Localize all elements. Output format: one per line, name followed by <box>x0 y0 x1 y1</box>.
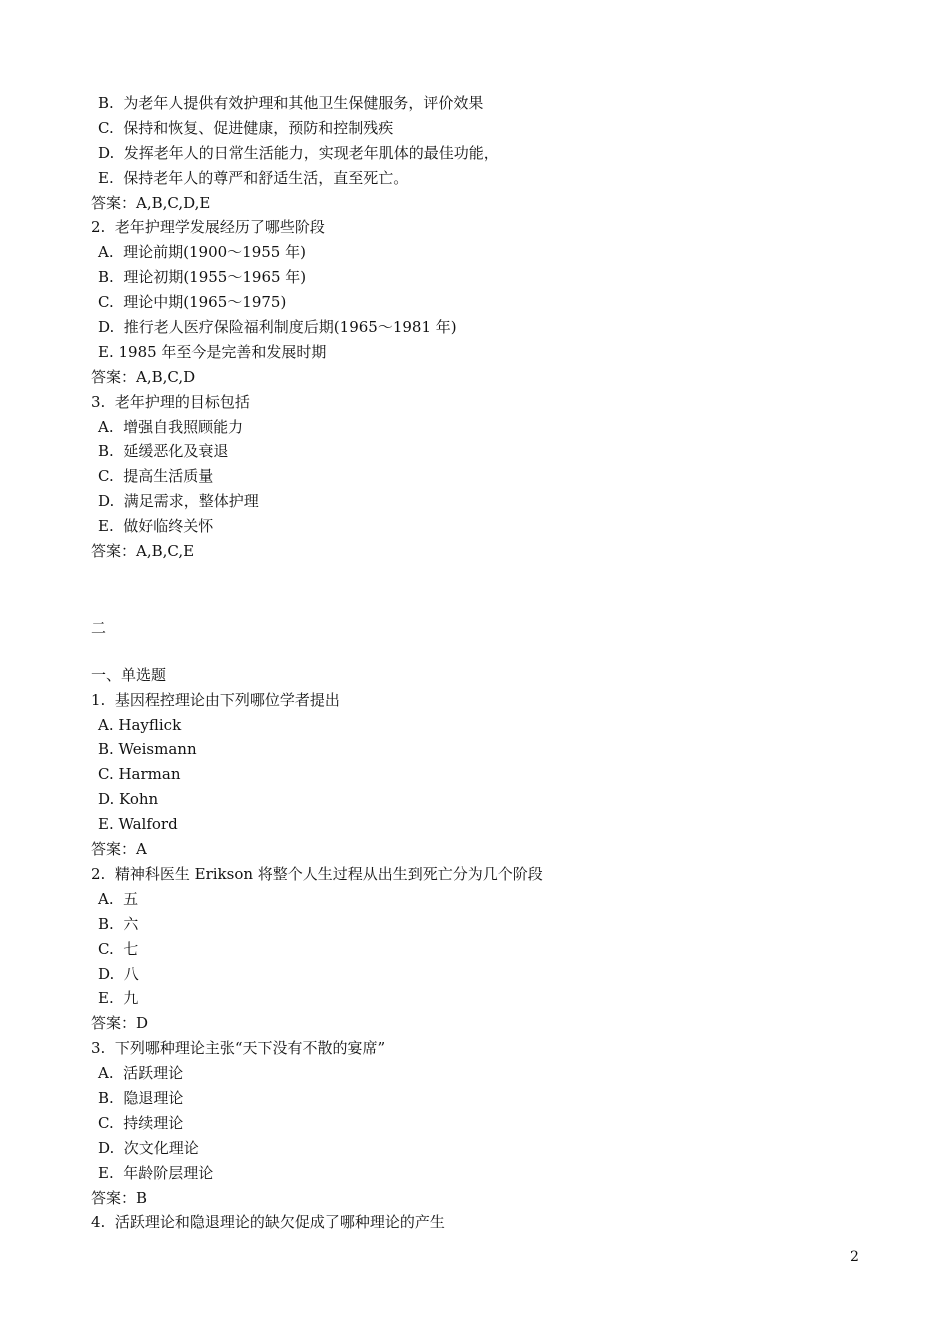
document-body <box>91 91 891 1235</box>
option: D. 满足需求，整体护理 <box>98 492 259 511</box>
option: A. 五 <box>98 889 139 908</box>
option: B. 为老年人提供有效护理和其他卫生保健服务，评价效果 <box>98 94 484 112</box>
option: B. 延缓恶化及衰退 <box>98 442 229 461</box>
section-heading: 一、单选题 <box>91 665 167 684</box>
answer: 答案：A <box>91 840 147 859</box>
answer: 答案：B <box>91 1188 148 1207</box>
option: A. 增强自我照顾能力 <box>98 417 244 436</box>
option: C. Harman <box>98 765 181 784</box>
option: D. 推行老人医疗保险福利制度后期(1965～1981 年) <box>98 318 457 337</box>
option: C. 持续理论 <box>98 1113 184 1132</box>
answer: 答案：D <box>91 1014 149 1033</box>
section-heading: 二 <box>91 618 107 637</box>
option: D. 次文化理论 <box>98 1138 199 1157</box>
option: E. 做好临终关怀 <box>98 517 214 536</box>
answer: 答案：A,B,C,D,E <box>91 193 211 212</box>
option: B. 六 <box>98 914 139 933</box>
option: A. 理论前期(1900～1955 年) <box>98 243 306 262</box>
spacer <box>91 564 891 616</box>
option: E. 保持老年人的尊严和舒适生活，直至死亡。 <box>98 168 409 187</box>
spacer <box>91 641 891 663</box>
question: 3. 下列哪种理论主张“天下没有不散的宴席” <box>91 1039 386 1058</box>
option: E. Walford <box>98 815 178 834</box>
option: D. Kohn <box>98 790 159 809</box>
option: E. 年龄阶层理论 <box>98 1163 214 1182</box>
option: B. 隐退理论 <box>98 1088 184 1107</box>
option: C. 理论中期(1965～1975) <box>98 293 287 312</box>
question: 2. 精神科医生 Erikson 将整个人生过程从出生到死亡分为几个阶段 <box>91 864 543 883</box>
option: D. 发挥老年人的日常生活能力，实现老年肌体的最佳功能， <box>98 143 499 162</box>
question: 2. 老年护理学发展经历了哪些阶段 <box>91 218 325 237</box>
page-number: 2 <box>850 1249 859 1265</box>
option: C. 提高生活质量 <box>98 467 214 486</box>
question: 1. 基因程控理论由下列哪位学者提出 <box>91 690 340 709</box>
answer: 答案：A,B,C,D <box>91 367 196 386</box>
option: E. 1985 年至今是完善和发展时期 <box>98 342 327 361</box>
question: 4. 活跃理论和隐退理论的缺欠促成了哪种理论的产生 <box>91 1213 445 1232</box>
option: C. 七 <box>98 939 139 958</box>
answer: 答案：A,B,C,E <box>91 542 195 561</box>
option: D. 八 <box>98 964 139 983</box>
option: E. 九 <box>98 989 139 1008</box>
option: C. 保持和恢复、促进健康，预防和控制残疾 <box>98 118 394 137</box>
option: A. Hayflick <box>98 715 182 734</box>
option: B. Weismann <box>98 740 197 759</box>
question: 3. 老年护理的目标包括 <box>91 392 250 411</box>
option: B. 理论初期(1955～1965 年) <box>98 268 307 287</box>
option: A. 活跃理论 <box>98 1064 184 1083</box>
